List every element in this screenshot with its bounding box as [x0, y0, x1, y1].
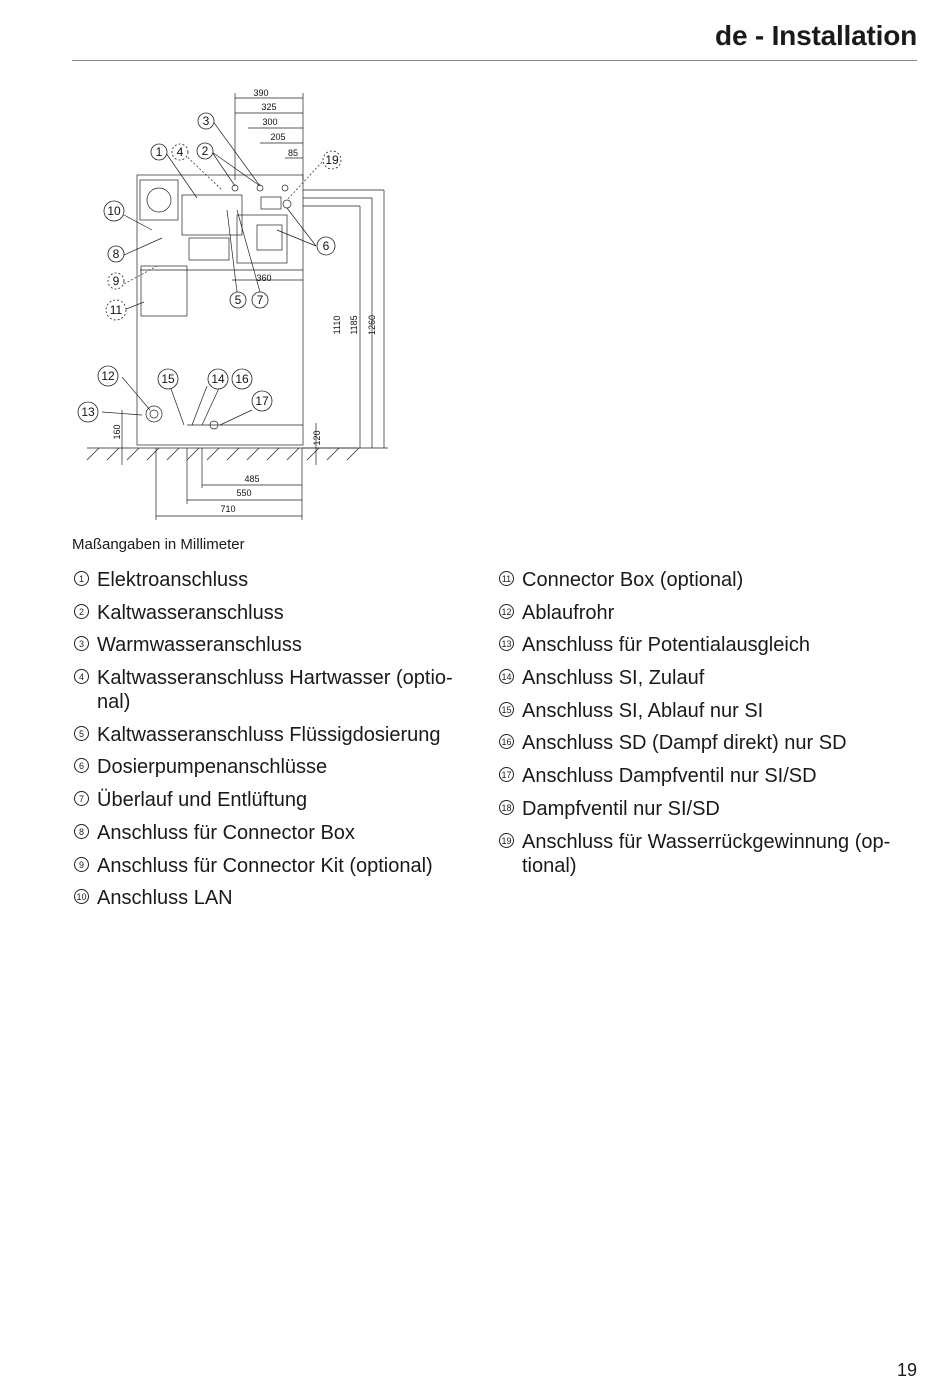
legend-item	[72, 854, 472, 878]
callout-3: 3	[202, 114, 210, 128]
legend-number: 14	[499, 669, 514, 684]
legend-item	[72, 886, 472, 910]
legend-text: Elektroanschluss	[97, 569, 249, 591]
callout-15: 15	[161, 372, 175, 386]
legend-text: Anschluss SI, Zulauf	[522, 667, 705, 690]
legend-number: 17	[499, 767, 514, 782]
callout-7: 7	[256, 293, 264, 307]
legend-item	[497, 764, 917, 788]
callout-17: 17	[255, 394, 269, 408]
dim-1110: 1110	[332, 315, 342, 335]
header-divider	[72, 60, 917, 61]
callout-5: 5	[234, 293, 242, 307]
legend-item	[72, 788, 472, 812]
legend-number: 4	[74, 669, 89, 684]
callout-13: 13	[81, 405, 95, 419]
dim-325: 325	[261, 102, 277, 112]
legend-item	[497, 731, 917, 755]
legend-text: Ablaufrohr	[522, 601, 615, 624]
legend-number: 13	[499, 636, 514, 651]
legend-item	[497, 568, 917, 592]
diagram-caption: Maßangaben in Millimeter	[72, 536, 245, 553]
legend-number: 10	[74, 889, 89, 904]
callout-9: 9	[112, 274, 120, 288]
legend-item	[497, 797, 917, 821]
legend-text: Überlauf und Entlüftung	[97, 789, 308, 812]
dim-710: 710	[220, 504, 236, 514]
callout-16: 16	[235, 372, 249, 386]
legend-text: Anschluss LAN	[97, 887, 233, 910]
callout-4: 4	[176, 145, 184, 159]
legend-text: Dampfventil nur SI/SD	[522, 797, 720, 820]
legend-list-left	[72, 568, 472, 919]
installation-diagram	[72, 80, 402, 520]
dim-300: 300	[262, 117, 278, 127]
legend-item	[72, 601, 472, 625]
dim-550: 550	[236, 488, 252, 498]
legend-text: Anschluss für Potentialausgleich	[522, 634, 810, 657]
dim-390: 390	[253, 88, 269, 98]
dim-1260: 1260	[367, 314, 377, 336]
dim-85: 85	[287, 148, 299, 158]
dim-1185: 1185	[349, 315, 359, 335]
page-header-title: de - Installation	[715, 20, 917, 51]
legend-number: 7	[74, 791, 89, 806]
callout-14: 14	[211, 372, 225, 386]
legend-item	[497, 699, 917, 723]
legend-item	[72, 568, 472, 592]
legend-number: 2	[74, 604, 89, 619]
callout-1: 1	[155, 145, 163, 159]
legend-item	[72, 821, 472, 845]
legend-number: 18	[499, 800, 514, 815]
dim-485: 485	[244, 474, 260, 484]
page-number: 19	[896, 1360, 917, 1380]
legend-text: Warmwasseranschluss	[97, 634, 302, 657]
dim-205: 205	[270, 132, 286, 142]
legend-number: 11	[499, 571, 514, 586]
callout-6: 6	[322, 239, 330, 253]
dim-360: 360	[256, 273, 272, 283]
legend-text: Anschluss für Wasserrückgewinnung (op- tional)	[522, 830, 891, 877]
legend-number: 19	[499, 833, 514, 848]
dim-160: 160	[112, 424, 122, 440]
legend-text: Anschluss SD (Dampf direkt) nur SD	[522, 732, 847, 755]
legend-text: Anschluss Dampfventil nur SI/SD	[522, 765, 817, 788]
legend-number: 12	[499, 604, 514, 619]
legend-text: Anschluss für Connector Box	[97, 821, 355, 844]
legend-text: Kaltwasseranschluss Hartwasser (optio- nal)	[97, 667, 453, 714]
legend-text: Anschluss SI, Ablauf nur SI	[522, 699, 764, 722]
callout-11: 11	[109, 303, 123, 317]
legend-number: 16	[499, 734, 514, 749]
legend-item	[72, 666, 472, 714]
legend-item	[497, 633, 917, 657]
legend-item	[497, 666, 917, 690]
legend-item	[497, 601, 917, 625]
legend-text: Kaltwasseranschluss	[97, 601, 284, 624]
legend-item	[72, 723, 472, 747]
legend-number: 15	[499, 702, 514, 717]
legend-item	[72, 633, 472, 657]
legend-text: Kaltwasseranschluss Flüssigdosierung	[97, 723, 441, 746]
callout-2: 2	[201, 144, 209, 158]
legend-number: 9	[74, 857, 89, 872]
callout-8: 8	[112, 247, 120, 261]
legend-number: 8	[74, 824, 89, 839]
legend-number: 6	[74, 758, 89, 773]
legend-number: 5	[74, 726, 89, 741]
callout-10: 10	[107, 204, 121, 218]
legend-text: Anschluss für Connector Kit (optional)	[97, 854, 433, 877]
legend-list-right	[497, 568, 917, 886]
legend-text: Connector Box (optional)	[522, 569, 744, 591]
callout-12: 12	[101, 369, 115, 383]
legend-number: 1	[74, 571, 89, 586]
legend-number: 3	[74, 636, 89, 651]
callout-19: 19	[325, 153, 339, 167]
legend-item	[72, 755, 472, 779]
dim-120: 120	[312, 430, 322, 446]
legend-item	[497, 830, 917, 878]
legend-text: Dosierpumpenanschlüsse	[97, 756, 328, 779]
